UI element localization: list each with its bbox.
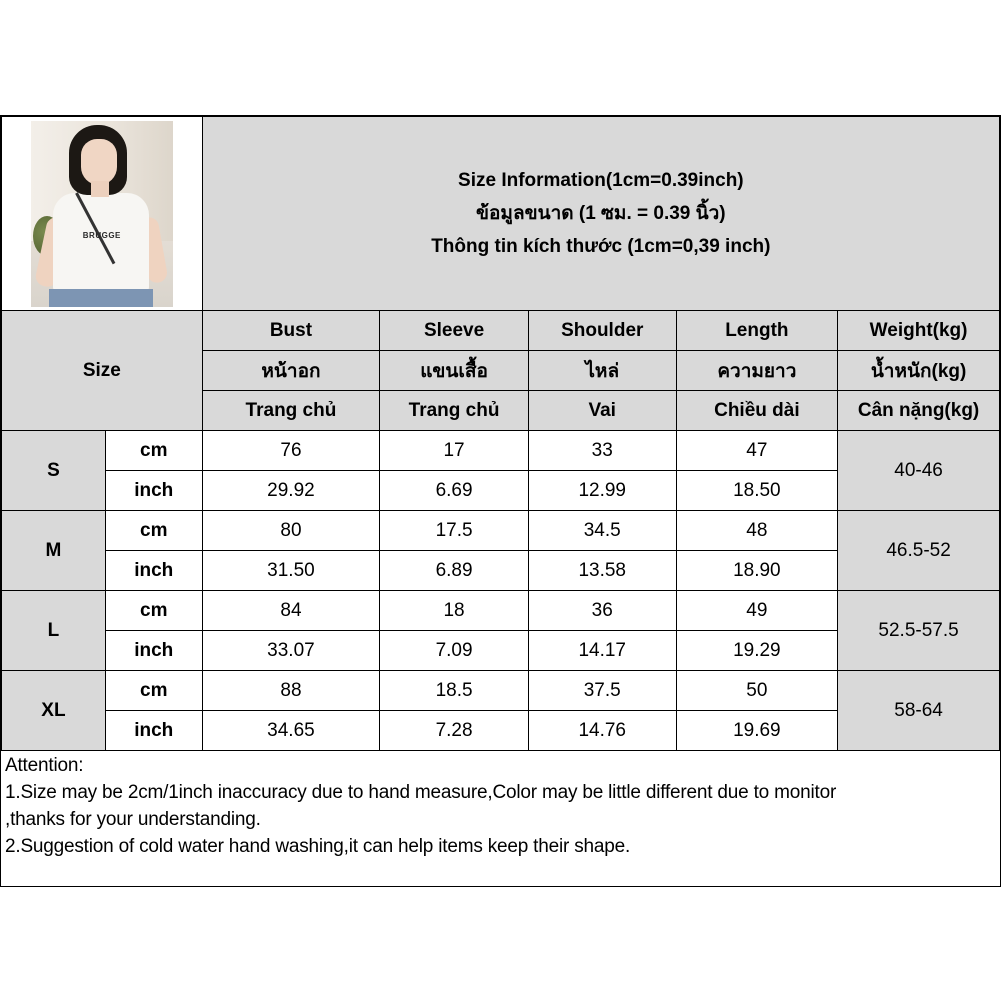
unit-inch: inch bbox=[105, 711, 202, 751]
title-english: Size Information(1cm=0.39inch) bbox=[458, 170, 744, 191]
value-cell: 17 bbox=[380, 431, 529, 471]
value-cell: 13.58 bbox=[528, 551, 676, 591]
value-cell: 29.92 bbox=[202, 471, 380, 511]
value-cell: 76 bbox=[202, 431, 380, 471]
value-cell: 49 bbox=[676, 591, 838, 631]
weight-range-m: 46.5-52 bbox=[838, 511, 1000, 591]
unit-inch: inch bbox=[105, 631, 202, 671]
value-cell: 48 bbox=[676, 511, 838, 551]
value-cell: 7.28 bbox=[380, 711, 529, 751]
header-length-th: ความยาว bbox=[676, 351, 838, 391]
value-cell: 6.69 bbox=[380, 471, 529, 511]
weight-range-l: 52.5-57.5 bbox=[838, 591, 1000, 671]
value-cell: 84 bbox=[202, 591, 380, 631]
value-cell: 37.5 bbox=[528, 671, 676, 711]
product-photo bbox=[31, 121, 173, 307]
header-length-vi: Chiều dài bbox=[676, 391, 838, 431]
header-sleeve-th: แขนเสื้อ bbox=[380, 351, 529, 391]
value-cell: 88 bbox=[202, 671, 380, 711]
value-cell: 36 bbox=[528, 591, 676, 631]
value-cell: 34.5 bbox=[528, 511, 676, 551]
size-chart bbox=[0, 115, 1001, 887]
value-cell: 19.69 bbox=[676, 711, 838, 751]
size-label-m: M bbox=[2, 511, 106, 591]
value-cell: 14.76 bbox=[528, 711, 676, 751]
header-weight-en: Weight(kg) bbox=[838, 311, 1000, 351]
value-cell: 80 bbox=[202, 511, 380, 551]
unit-inch: inch bbox=[105, 551, 202, 591]
unit-cm: cm bbox=[105, 591, 202, 631]
weight-range-xl: 58-64 bbox=[838, 671, 1000, 751]
table-row bbox=[2, 431, 1000, 471]
header-length-en: Length bbox=[676, 311, 838, 351]
attention-notes bbox=[1, 751, 1000, 886]
table-row bbox=[2, 671, 1000, 711]
header-bust-vi: Trang chủ bbox=[202, 391, 380, 431]
value-cell: 47 bbox=[676, 431, 838, 471]
size-label-s: S bbox=[2, 431, 106, 511]
notes-heading: Attention: bbox=[5, 755, 84, 776]
value-cell: 18.50 bbox=[676, 471, 838, 511]
header-sleeve-vi: Trang chủ bbox=[380, 391, 529, 431]
value-cell: 17.5 bbox=[380, 511, 529, 551]
size-label-l: L bbox=[2, 591, 106, 671]
size-table bbox=[1, 116, 1000, 751]
note-line-3: 2.Suggestion of cold water hand washing,it can help items keep their shape. bbox=[5, 836, 631, 857]
unit-cm: cm bbox=[105, 431, 202, 471]
header-shoulder-vi: Vai bbox=[528, 391, 676, 431]
value-cell: 6.89 bbox=[380, 551, 529, 591]
value-cell: 12.99 bbox=[528, 471, 676, 511]
header-bust-en: Bust bbox=[202, 311, 380, 351]
header-weight-th: น้ำหนัก(kg) bbox=[838, 351, 1000, 391]
value-cell: 18.5 bbox=[380, 671, 529, 711]
table-row bbox=[2, 511, 1000, 551]
header-weight-vi: Cân nặng(kg) bbox=[838, 391, 1000, 431]
note-line-2: ,thanks for your understanding. bbox=[5, 809, 261, 830]
header-sleeve-en: Sleeve bbox=[380, 311, 529, 351]
title-block bbox=[202, 117, 999, 311]
value-cell: 50 bbox=[676, 671, 838, 711]
note-line-1: 1.Size may be 2cm/1inch inaccuracy due to hand measure,Color may be little different due to monitor bbox=[5, 782, 837, 803]
title-vietnamese: Thông tin kích thước (1cm=0,39 inch) bbox=[431, 236, 771, 257]
unit-cm: cm bbox=[105, 511, 202, 551]
value-cell: 31.50 bbox=[202, 551, 380, 591]
weight-range-s: 40-46 bbox=[838, 431, 1000, 511]
unit-cm: cm bbox=[105, 671, 202, 711]
header-shoulder-th: ไหล่ bbox=[528, 351, 676, 391]
value-cell: 18.90 bbox=[676, 551, 838, 591]
title-thai: ข้อมูลขนาด (1 ซม. = 0.39 นิ้ว) bbox=[476, 203, 726, 224]
value-cell: 34.65 bbox=[202, 711, 380, 751]
value-cell: 33 bbox=[528, 431, 676, 471]
size-label-xl: XL bbox=[2, 671, 106, 751]
value-cell: 19.29 bbox=[676, 631, 838, 671]
size-heading: Size bbox=[2, 311, 203, 431]
header-bust-th: หน้าอก bbox=[202, 351, 380, 391]
table-row bbox=[2, 591, 1000, 631]
unit-inch: inch bbox=[105, 471, 202, 511]
header-shoulder-en: Shoulder bbox=[528, 311, 676, 351]
value-cell: 7.09 bbox=[380, 631, 529, 671]
value-cell: 33.07 bbox=[202, 631, 380, 671]
photo-shirt-print: BRUGGE bbox=[82, 230, 121, 240]
value-cell: 18 bbox=[380, 591, 529, 631]
product-photo-cell bbox=[2, 117, 203, 311]
value-cell: 14.17 bbox=[528, 631, 676, 671]
